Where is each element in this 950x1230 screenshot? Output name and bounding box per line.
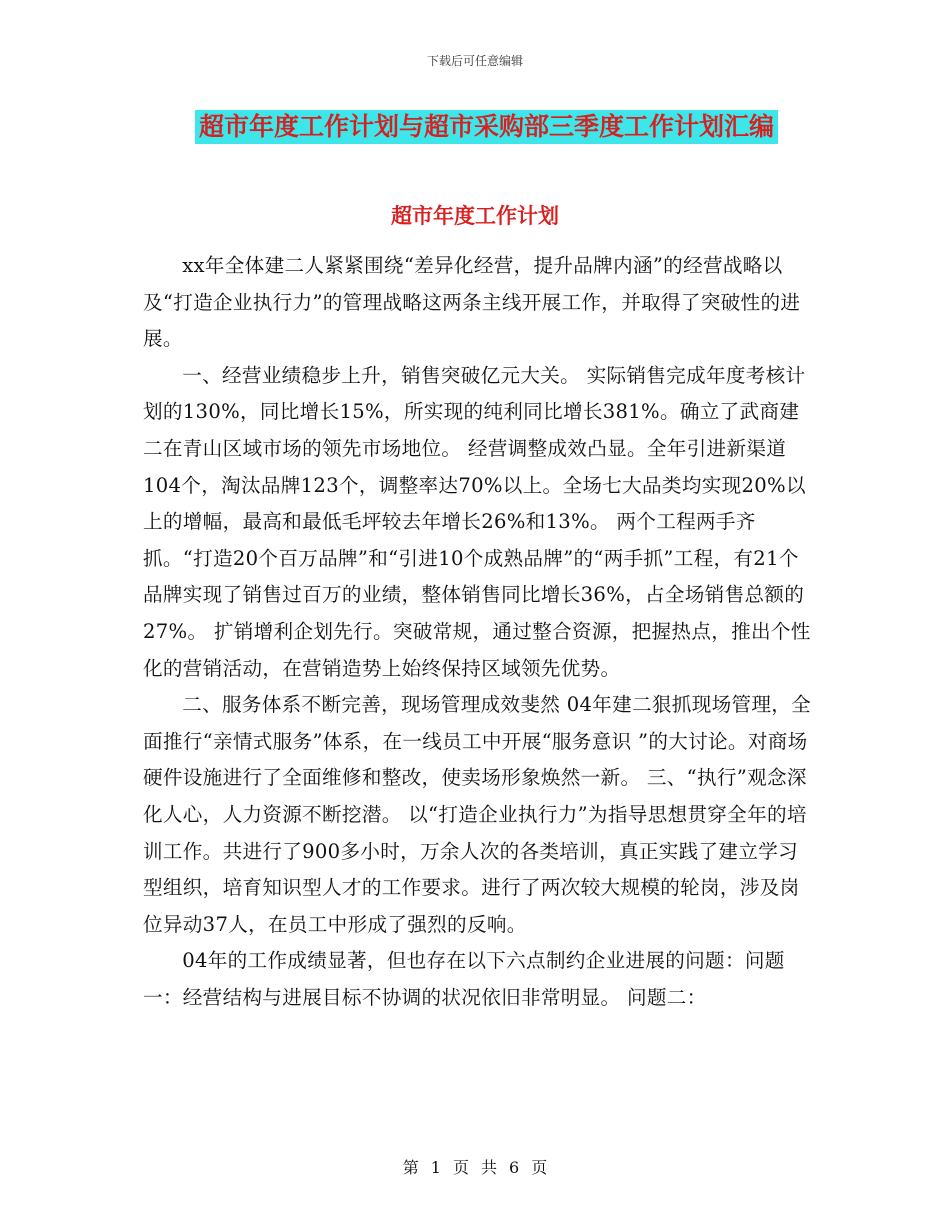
paragraph-intro: xx年全体建二人紧紧围绕“差异化经营，提升品牌内涵”的经营战略以及“打造企业执行力”的管理战略这两条主线开展工作，并取得了突破性的进展。 [143,254,801,351]
document-body [143,248,813,1016]
paragraph-service-system: 二、服务体系不断完善，现场管理成效斐然 04年建二狠抓现场管理，全面推行“亲情式服务”体系，在一线员工中开展“服务意识 ”的大讨论。对商场硬件设施进行了全面维修和整改，使卖场形象焕然一新。 三、“执行”观念深化人心，人力资源不断挖潜。 以“打造企业执行力”为指导思想贯穿全年的培训工作。共进行了900多小时，万余人次的各类培训，真正实践了建立学习型组织，培育知识型人才的工作要求。进行了两次较大规模的轮岗，涉及岗位异动37人，在员工中形成了强烈的反响。 [143,693,812,936]
footer-total-pages: 6 [509,1158,520,1177]
document-title: 超市年度工作计划与超市采购部三季度工作计划汇编 [195,110,778,144]
header-note: 下载后可任意编辑 [426,54,523,68]
footer-page-prefix: 第 [402,1158,419,1177]
page-footer [0,1155,950,1178]
footer-total-suffix: 页 [531,1158,548,1177]
paragraph-problems: 04年的工作成绩显著，但也存在以下六点制约企业进展的问题：问题一：经营结构与进展目标不协调的状况依旧非常明显。 问题二： [143,949,785,1009]
paragraph-business-performance: 一、经营业绩稳步上升，销售突破亿元大关。 实际销售完成年度考核计划的130%，同比增长15%，所实现的纯利同比增长381%。确立了武商建二在青山区域市场的领先市场地位。 经营调整成效凸显。全年引进新渠道104个，淘汰品牌123个，调整率达70%以上。全场七大品类均实现20%以上的增幅，最高和最低毛坪较去年增长26%和13%。 两个工程两手齐抓。“打造20个百万品牌”和“引进10个成熟品牌”的“两手抓”工程，有21个品牌实现了销售过百万的业绩，整体销售同比增长36%，占全场销售总额的27%。 扩销增利企划先行。突破常规，通过整合资源，把握热点，推出个性化的营销活动，在营销造势上始终保持区域领先优势。 [143,363,811,680]
section-title: 超市年度工作计划 [391,204,559,228]
footer-total-prefix: 共 [481,1158,498,1177]
footer-page-number: 1 [430,1158,441,1177]
footer-page-suffix: 页 [452,1158,469,1177]
